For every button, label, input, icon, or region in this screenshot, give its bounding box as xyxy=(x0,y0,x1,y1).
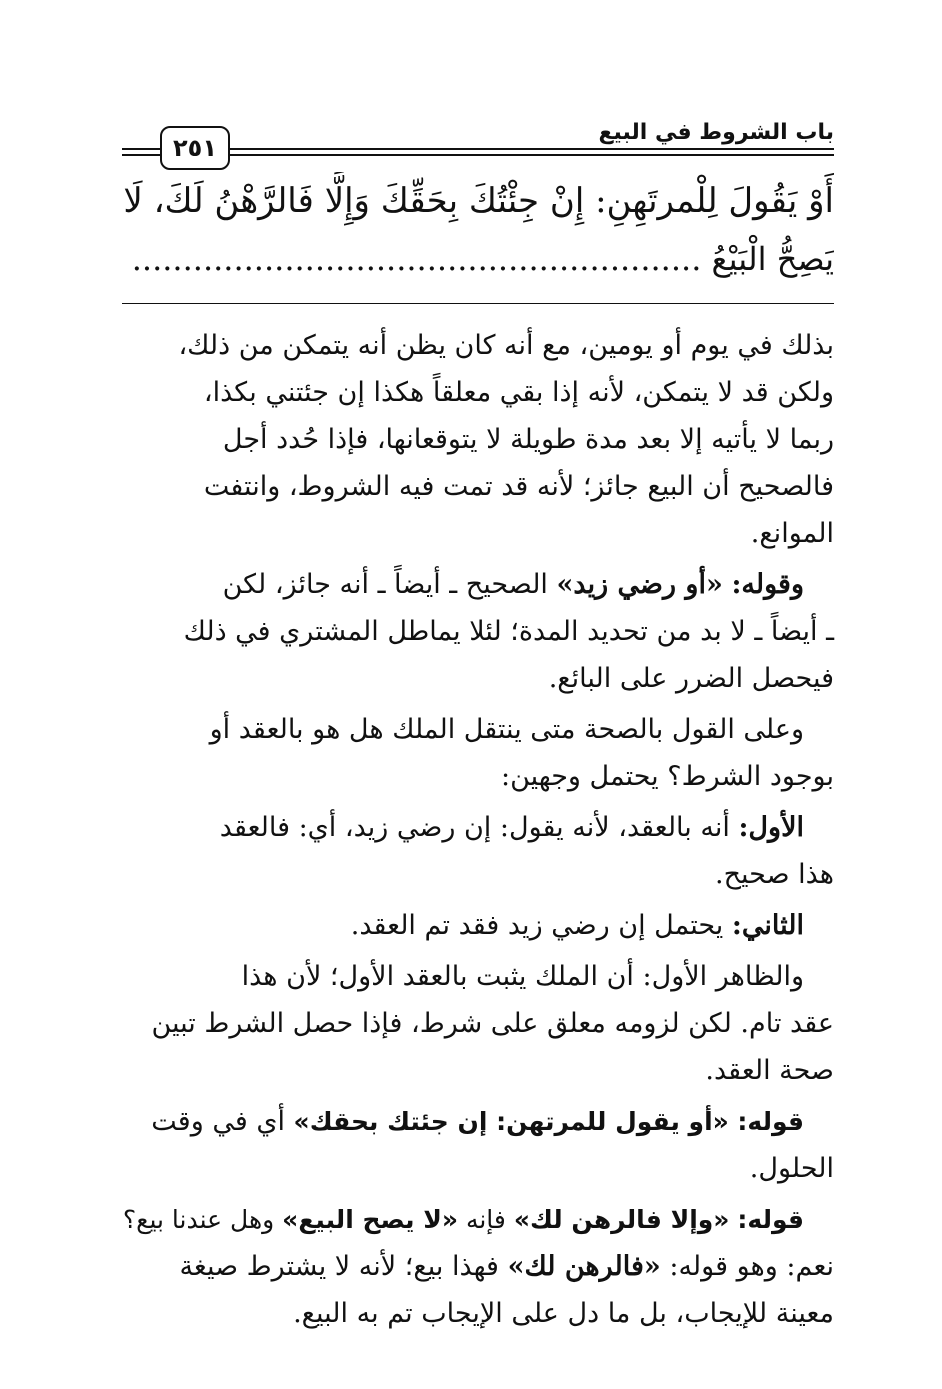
text-line xyxy=(122,561,834,608)
text-line: معينة للإيجاب، بل ما دل على الإيجاب تم به البيع. xyxy=(293,1298,834,1329)
text-segment: فهذا بيع؛ لأنه لا يشترط صيغة xyxy=(179,1251,499,1282)
text-segment: الصحيح ـ أيضاً ـ أنه جائز، لكن xyxy=(222,569,548,600)
text-line: وعلى القول بالصحة متى ينتقل الملك هل هو بالعقد أو xyxy=(209,714,804,745)
lead-word: قوله: xyxy=(737,1205,804,1234)
text-line xyxy=(122,1098,834,1145)
text-line: فيحصل الضرر على البائع. xyxy=(548,663,834,694)
quoted-matn: «فالرهن لك» xyxy=(507,1251,661,1282)
matn-line xyxy=(122,230,834,288)
text-segment: أي في وقت xyxy=(151,1106,285,1137)
text-line xyxy=(122,1243,834,1290)
text-line: عقد تام. لكن لزومه معلق على شرط، فإذا حصل الشرط تبين xyxy=(151,1008,834,1039)
text-line: والظاهر الأول: أن الملك يثبت بالعقد الأول؛ لأن هذا xyxy=(241,961,804,992)
lead-word: الثاني: xyxy=(731,910,804,941)
text-line xyxy=(122,1196,834,1243)
paragraph xyxy=(122,953,834,1094)
page-number: ٢٥١ xyxy=(160,126,230,170)
running-title: باب الشروط في البيع xyxy=(598,120,834,145)
matn-segment: يَصِحُّ الْبَيْعُ xyxy=(711,240,834,278)
matn-text xyxy=(122,172,834,288)
header-rule xyxy=(122,154,160,156)
text-segment: أنه بالعقد، لأنه يقول: إن رضي زيد، أي: فالعقد xyxy=(219,812,730,843)
text-line: بذلك في يوم أو يومين، مع أنه كان يظن أنه يتمكن من ذلك، xyxy=(178,330,834,361)
paragraph xyxy=(122,561,834,702)
text-line: الموانع. xyxy=(750,518,834,549)
paragraph xyxy=(122,804,834,898)
text-segment: يحتمل إن رضي زيد فقد تم العقد. xyxy=(350,910,724,941)
quoted-matn: «لا يصح البيع» xyxy=(282,1205,458,1234)
header-rule xyxy=(228,148,834,150)
text-segment: وهل عندنا بيع؟ xyxy=(122,1205,275,1234)
text-line: ـ أيضاً ـ لا بد من تحديد المدة؛ لئلا يماطل المشتري في ذلك xyxy=(183,616,834,647)
text-line xyxy=(122,902,834,949)
quoted-matn: «أو رضي زيد» xyxy=(556,569,723,600)
matn-line: أَوْ يَقُولَ لِلْمرتَهِنِ: إِنْ جِئْتُكَ بِحَقِّكَ وَإِلَّا فَالرَّهْنُ لَكَ، لَا xyxy=(123,181,834,221)
paragraph xyxy=(122,1196,834,1337)
text-line: بوجود الشرط؟ يحتمل وجهين: xyxy=(500,761,834,792)
paragraph xyxy=(122,322,834,557)
matn-dots: ........................................................ xyxy=(131,240,702,278)
text-line xyxy=(122,804,834,851)
lead-word: الأول: xyxy=(738,812,804,843)
quoted-matn: «أو يقول للمرتهن: إن جئتك بحقك» xyxy=(293,1107,729,1136)
lead-word: وقوله: xyxy=(731,569,804,600)
commentary xyxy=(122,322,834,1341)
text-segment: فإنه xyxy=(465,1205,506,1234)
text-line: ربما لا يأتيه إلا بعد مدة طويلة لا يتوقعانها، فإذا حُدد أجل xyxy=(222,424,834,455)
text-line: الحلول. xyxy=(749,1153,834,1184)
quoted-matn: «وإلا فالرهن لك» xyxy=(513,1205,730,1234)
lead-word: قوله: xyxy=(737,1107,804,1136)
text-line: ولكن قد لا يتمكن، لأنه إذا بقي معلقاً هكذا إن جئتني بكذا، xyxy=(203,377,834,408)
header-rule xyxy=(228,154,834,156)
header-rule xyxy=(122,148,160,150)
matn-separator xyxy=(122,303,834,304)
paragraph xyxy=(122,1098,834,1192)
paragraph xyxy=(122,902,834,949)
text-segment: نعم: وهو قوله: xyxy=(669,1251,834,1282)
paragraph xyxy=(122,706,834,800)
text-line: هذا صحيح. xyxy=(714,859,834,890)
text-line: صحة العقد. xyxy=(705,1055,834,1086)
text-line: فالصحيح أن البيع جائز؛ لأنه قد تمت فيه الشروط، وانتفت xyxy=(203,471,834,502)
